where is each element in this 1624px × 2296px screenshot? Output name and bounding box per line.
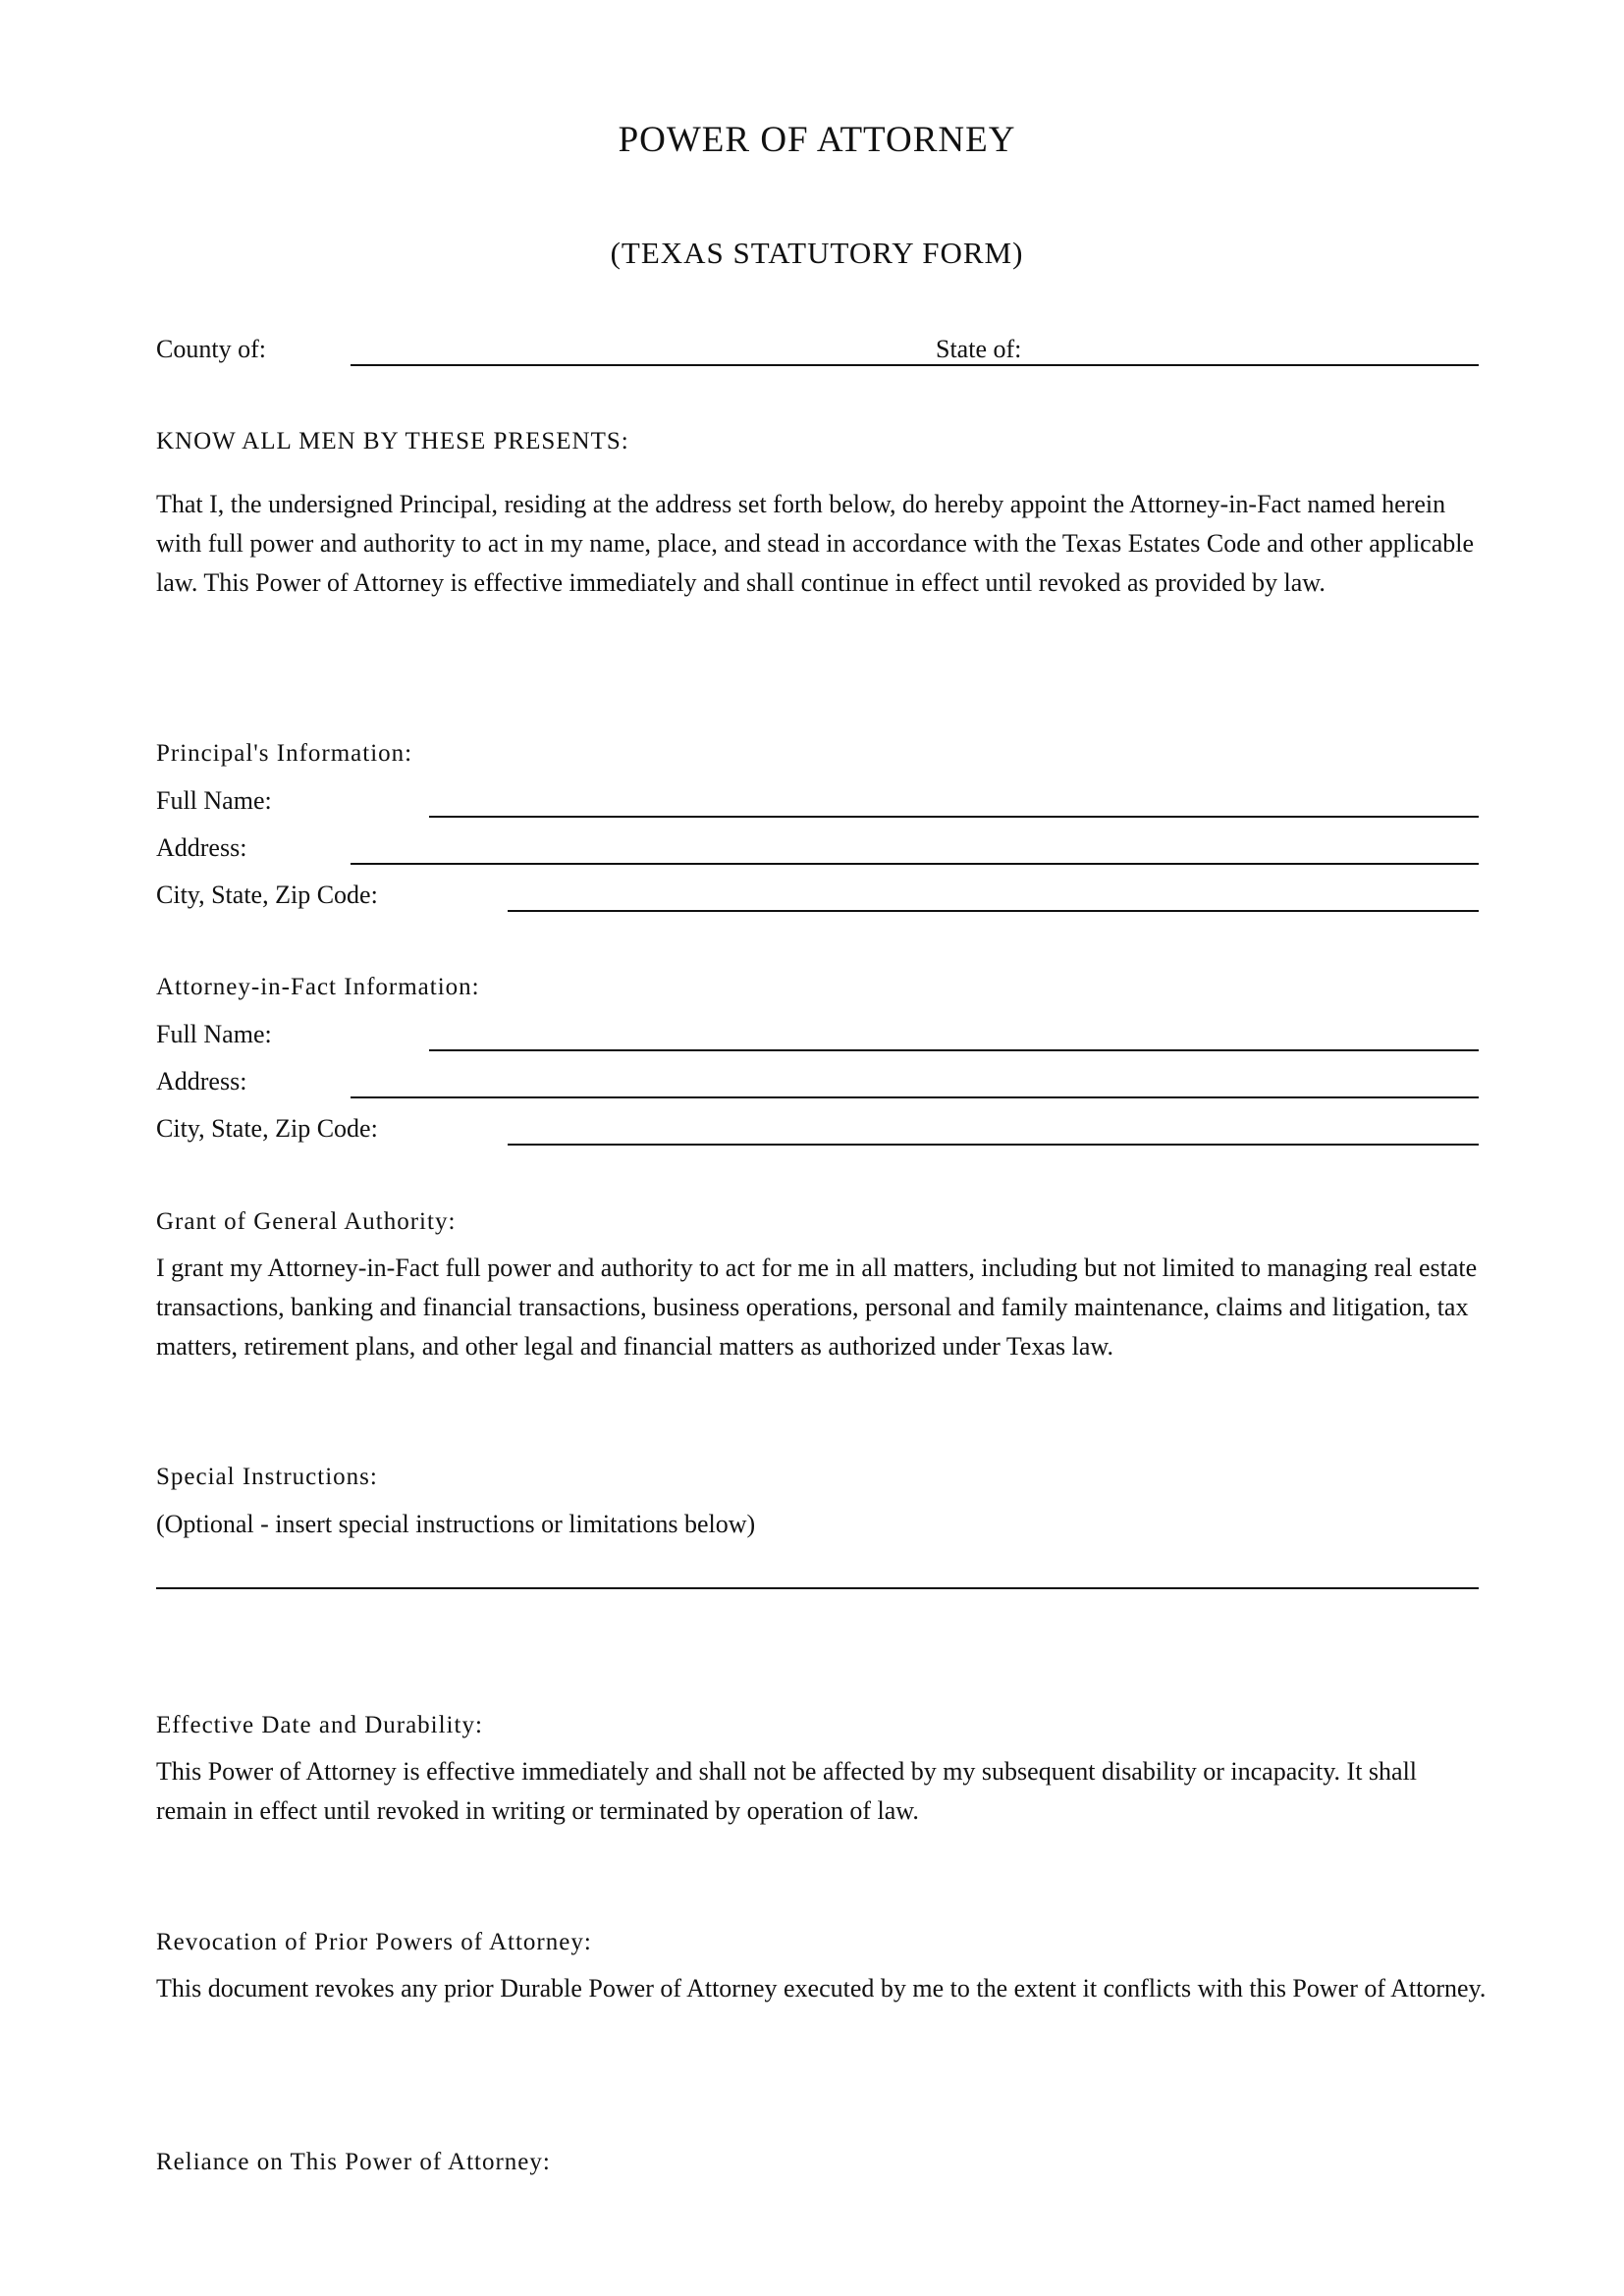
principal-heading: Principal's Information:: [156, 740, 413, 767]
principal-city-line[interactable]: [508, 910, 1479, 912]
principal-address-line[interactable]: [351, 863, 1479, 865]
intro-heading: KNOW ALL MEN BY THESE PRESENTS:: [156, 428, 629, 454]
attorney-address-label: Address:: [156, 1067, 247, 1095]
principal-address-label: Address:: [156, 833, 247, 862]
effective-paragraph: This Power of Attorney is effective immediately and shall not be affected by my subsequent disability or incapacity. It shall remain in effect until revoked in writing or terminated by operation of law.: [156, 1757, 1418, 1825]
special-note: (Optional - insert special instructions or limitations below): [156, 1510, 756, 1538]
attorney-city-label: City, State, Zip Code:: [156, 1114, 378, 1143]
principal-full-name-line[interactable]: [429, 816, 1479, 818]
grant-paragraph: I grant my Attorney-in-Fact full power and authority to act for me in all matters, including but not limited to managing real estate transactions, banking and financial transactions, business operations, personal and family maintenance, claims and litigation, tax matters, retirement plans, and other legal and financial matters as authorized under Texas law.: [156, 1254, 1478, 1361]
principal-full-name-label: Full Name:: [156, 786, 272, 815]
revocation-heading: Revocation of Prior Powers of Attorney:: [156, 1929, 592, 1955]
attorney-city-line[interactable]: [508, 1144, 1479, 1146]
attorney-full-name-label: Full Name:: [156, 1020, 272, 1048]
grant-heading: Grant of General Authority:: [156, 1208, 457, 1235]
reliance-heading: Reliance on This Power of Attorney:: [156, 2149, 551, 2175]
attorney-address-line[interactable]: [351, 1096, 1479, 1098]
attorney-full-name-line[interactable]: [429, 1049, 1479, 1051]
county-state-field-line[interactable]: [351, 364, 1479, 366]
intro-paragraph: That I, the undersigned Principal, residing at the address set forth below, do hereby appoint the Attorney-in-Fact named herein with full power and authority to act in my name, place, and stead in accordance with the Texas Estates Code and other applicable law. This Power of Attorney is effective immediately and shall continue in effect until revoked as provided by law.: [156, 490, 1475, 597]
principal-city-label: City, State, Zip Code:: [156, 881, 378, 909]
revocation-paragraph: This document revokes any prior Durable Power of Attorney executed by me to the extent it conflicts with this Power of Attorney.: [156, 1974, 1487, 2002]
state-label: State of:: [936, 335, 1022, 363]
attorney-heading: Attorney-in-Fact Information:: [156, 974, 480, 1000]
document-subtitle: (TEXAS STATUTORY FORM): [610, 236, 1024, 270]
special-heading: Special Instructions:: [156, 1464, 378, 1490]
county-label: County of:: [156, 335, 266, 363]
document-title: POWER OF ATTORNEY: [618, 120, 1016, 160]
special-instructions-line[interactable]: [156, 1587, 1479, 1589]
effective-heading: Effective Date and Durability:: [156, 1712, 483, 1738]
